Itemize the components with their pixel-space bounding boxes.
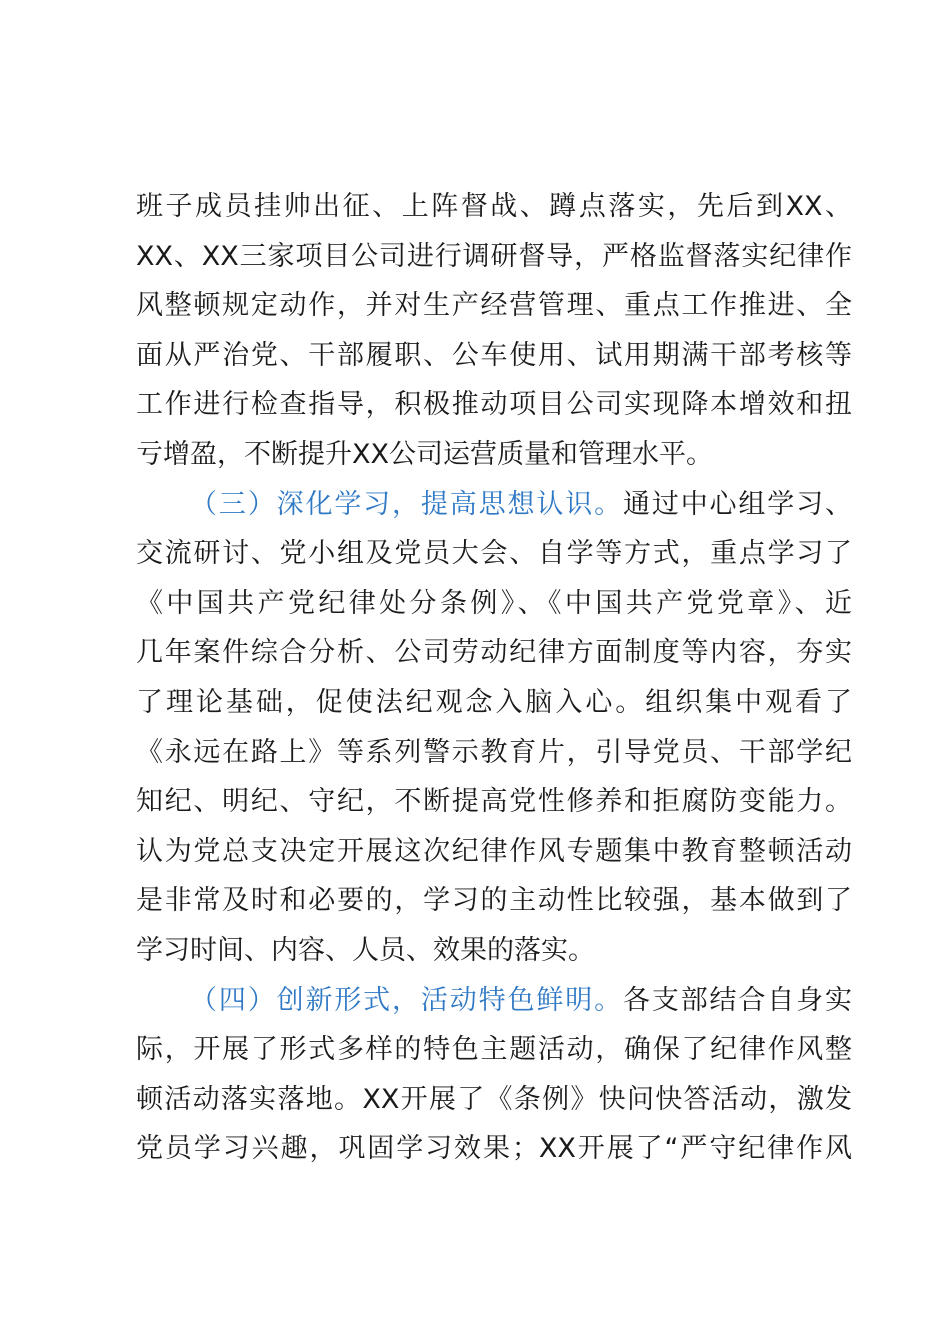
text-line: XX、XX三家项目公司进行调研督导，严格监督落实纪律作 bbox=[136, 240, 852, 272]
text-line: 亏增盈，不断提升XX公司运营质量和管理水平。 bbox=[136, 438, 713, 470]
text-line: 班子成员挂帅出征、上阵督战、蹲点落实，先后到XX、 bbox=[136, 191, 852, 222]
text-line bbox=[136, 480, 852, 530]
paragraph-innovative-forms bbox=[136, 976, 852, 1174]
text-line: 顿活动落实落地。XX开展了《条例》快问快答活动，激发 bbox=[136, 1083, 852, 1115]
text-line: 认为党总支决定开展这次纪律作风专题集中教育整顿活动 bbox=[136, 835, 852, 867]
text-line bbox=[136, 976, 852, 1026]
text-run: 通过中心组学习、 bbox=[622, 488, 853, 520]
text-line: 知纪、明纪、守纪，不断提高党性修养和拒腐防变能力。 bbox=[136, 786, 852, 818]
text-line: 交流研讨、党小组及党员大会、自学等方式，重点学习了 bbox=[136, 538, 852, 570]
document-page bbox=[136, 182, 852, 1174]
text-line: 《中国共产党纪律处分条例》、《中国共产党党章》、近 bbox=[136, 587, 852, 619]
text-line: 《永远在路上》等系列警示教育片，引导党员、干部学纪 bbox=[136, 736, 852, 768]
paragraph-project-supervision bbox=[136, 182, 852, 480]
text-line: 党员学习兴趣，巩固学习效果；XX开展了“严守纪律作风 bbox=[136, 1133, 852, 1165]
text-line: 几年案件综合分析、公司劳动纪律方面制度等内容，夯实 bbox=[136, 637, 852, 669]
text-run: 各支部结合自身实 bbox=[622, 984, 853, 1016]
section-heading-3: （三）深化学习，提高思想认识。 bbox=[190, 488, 623, 520]
paragraph-deepen-study bbox=[136, 480, 852, 976]
text-line: 是非常及时和必要的，学习的主动性比较强，基本做到了 bbox=[136, 885, 852, 917]
text-line: 工作进行检查指导，积极推动项目公司实现降本增效和扭 bbox=[136, 389, 852, 421]
section-heading-4: （四）创新形式，活动特色鲜明。 bbox=[190, 984, 623, 1016]
text-line: 了理论基础，促使法纪观念入脑入心。组织集中观看了 bbox=[136, 686, 852, 718]
text-line: 风整顿规定动作，并对生产经营管理、重点工作推进、全 bbox=[136, 290, 852, 322]
text-line: 学习时间、内容、人员、效果的落实。 bbox=[136, 934, 595, 966]
text-line: 际，开展了形式多样的特色主题活动，确保了纪律作风整 bbox=[136, 1034, 852, 1066]
text-line: 面从严治党、干部履职、公车使用、试用期满干部考核等 bbox=[136, 339, 852, 371]
